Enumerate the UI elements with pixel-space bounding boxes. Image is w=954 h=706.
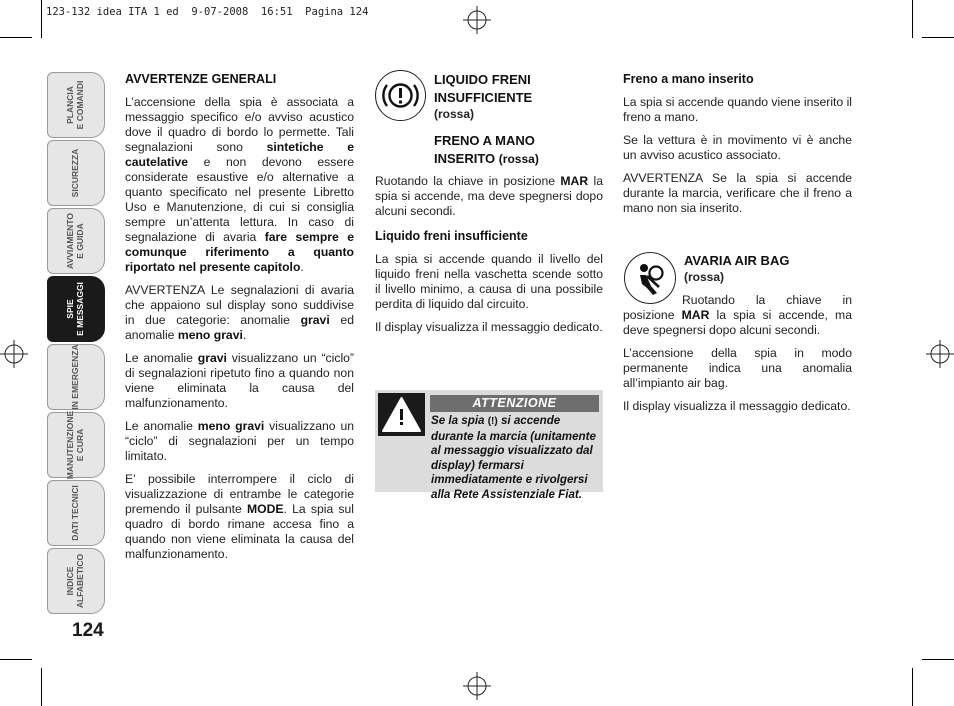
heading-color: (rossa) xyxy=(434,107,475,121)
crop-mark xyxy=(0,659,32,660)
paragraph: La spia si accende quando viene inserito il freno a mano. xyxy=(623,95,853,124)
page-number: 124 xyxy=(72,620,104,641)
column-airbag-text xyxy=(623,293,852,422)
crop-mark xyxy=(922,37,954,38)
column-general-warnings xyxy=(125,72,354,570)
paragraph: L’accensione della spia è associata a messaggio specifico e/o avviso acustico dove il quadro di bordo lo permette. Tali segnalazioni sono sintetiche e cautelative e non devono essere considerate esaustive e/o alternative a quanto specificato nel presente Libretto Uso e Manutenzione, di cui si consiglia sempre un’attenta lettura. In caso di segnalazione di avaria fare sempre e comunque riferimento a quanto riportato nel presente capitolo. xyxy=(125,95,354,274)
tab-indice-alfabetico[interactable] xyxy=(47,548,105,614)
paragraph: La spia si accende quando il livello del liquido freni nella vaschetta scende sotto il livello minimo, a causa di una possibile perdita di liquido dal circuito. xyxy=(375,252,603,311)
paragraph: Il display visualizza il messaggio dedicato. xyxy=(375,320,603,334)
airbag-heading: AVARIA AIR BAG (rossa) xyxy=(684,253,790,284)
registration-mark-icon xyxy=(0,340,28,368)
crop-mark xyxy=(922,659,954,660)
tab-label: AVVIAMENTO E GUIDA xyxy=(65,213,85,269)
tab-manutenzione-e-cura[interactable] xyxy=(47,412,105,478)
tab-avviamento-e-guida[interactable] xyxy=(47,208,105,274)
tab-label: INDICE ALFABETICO xyxy=(65,553,85,609)
subheading: Freno a mano inserito xyxy=(623,72,754,86)
crop-mark xyxy=(0,37,32,38)
section-tabs xyxy=(47,72,105,616)
heading-freno-a-mano: FRENO A MANO INSERITO (rossa) xyxy=(434,133,539,166)
registration-mark-icon xyxy=(926,340,954,368)
registration-mark-icon xyxy=(463,6,491,34)
subheading: Liquido freni insufficiente xyxy=(375,229,528,243)
tab-sicurezza[interactable] xyxy=(47,140,105,206)
crop-mark xyxy=(912,0,913,38)
tab-label: SPIE E MESSAGGI xyxy=(65,282,85,336)
paragraph: Ruotando la chiave in posizione MAR la spia si accende, ma deve spegnersi dopo alcuni secondi. xyxy=(623,293,852,337)
brake-warning-icon xyxy=(375,70,426,121)
tab-in-emergenza[interactable] xyxy=(47,344,105,410)
print-slug: 123-132 idea ITA 1 ed 9-07-2008 16:51 Pagina 124 xyxy=(46,6,369,18)
attention-text: Se la spia (!) si accende durante la marcia (unitamente al messaggio visualizzato dal display) fermarsi immediatamente e rivolgersi alla Rete Assistenziale Fiat. xyxy=(431,414,596,501)
tab-dati-tecnici[interactable] xyxy=(47,480,105,546)
column-handbrake xyxy=(623,72,852,224)
tab-label: DATI TECNICI xyxy=(70,485,81,541)
tab-label: SICUREZZA xyxy=(70,148,81,198)
tab-label: PLANCIA E COMANDI xyxy=(65,80,85,130)
paragraph: Le anomalie gravi visualizzano un “ciclo” di segnalazioni ripetuto fino a quando non viene eliminata la causa del malfunzionamento. xyxy=(125,351,354,410)
section-title: AVVERTENZE GENERALI xyxy=(125,72,277,86)
tab-label: MANUTENZIONE E CURA xyxy=(65,410,85,480)
paragraph: Le anomalie meno gravi visualizzano un “ciclo” di segnalazioni per un tempo limitato. xyxy=(125,419,354,463)
paragraph: AVVERTENZA Se la spia si accende durante la marcia, verificare che il freno a mano non sia inserito. xyxy=(623,171,852,215)
brake-headings xyxy=(434,71,604,168)
crop-mark xyxy=(912,668,913,706)
column-brake-text xyxy=(375,174,603,343)
paragraph: L’accensione della spia in modo permanente indica una anomalia all’impianto air bag. xyxy=(623,346,852,390)
paragraph: Il display visualizza il messaggio dedicato. xyxy=(623,399,851,413)
crop-mark xyxy=(41,668,42,706)
tab-plancia-e-comandi[interactable] xyxy=(47,72,105,138)
brake-warning-small-icon: (!) xyxy=(487,416,498,427)
paragraph: Ruotando la chiave in posizione MAR la spia si accende, ma deve spegnersi dopo alcuni secondi. xyxy=(375,174,604,218)
registration-mark-icon xyxy=(463,672,491,700)
paragraph: Se la vettura è in movimento vi è anche un avviso acustico associato. xyxy=(623,133,852,162)
paragraph: E’ possibile interrompere il ciclo di visualizzazione di entrambe le categorie premendo il pulsante MODE. La spia sul quadro di bordo rimane accesa fino a quando non viene eliminata la causa del malfunzionamento. xyxy=(125,472,354,561)
attention-title: ATTENZIONE xyxy=(430,395,599,412)
tab-spie-e-messaggi[interactable] xyxy=(47,276,105,342)
heading-liquido-freni: LIQUIDO FRENI INSUFFICIENTE xyxy=(434,72,533,105)
crop-mark xyxy=(41,0,42,38)
tab-label: IN EMERGENZA xyxy=(70,344,81,410)
paragraph: AVVERTENZA Le segnalazioni di avaria che appaiono sul display sono suddivise in due categorie: anomalie gravi ed anomalie meno gravi. xyxy=(125,283,354,342)
